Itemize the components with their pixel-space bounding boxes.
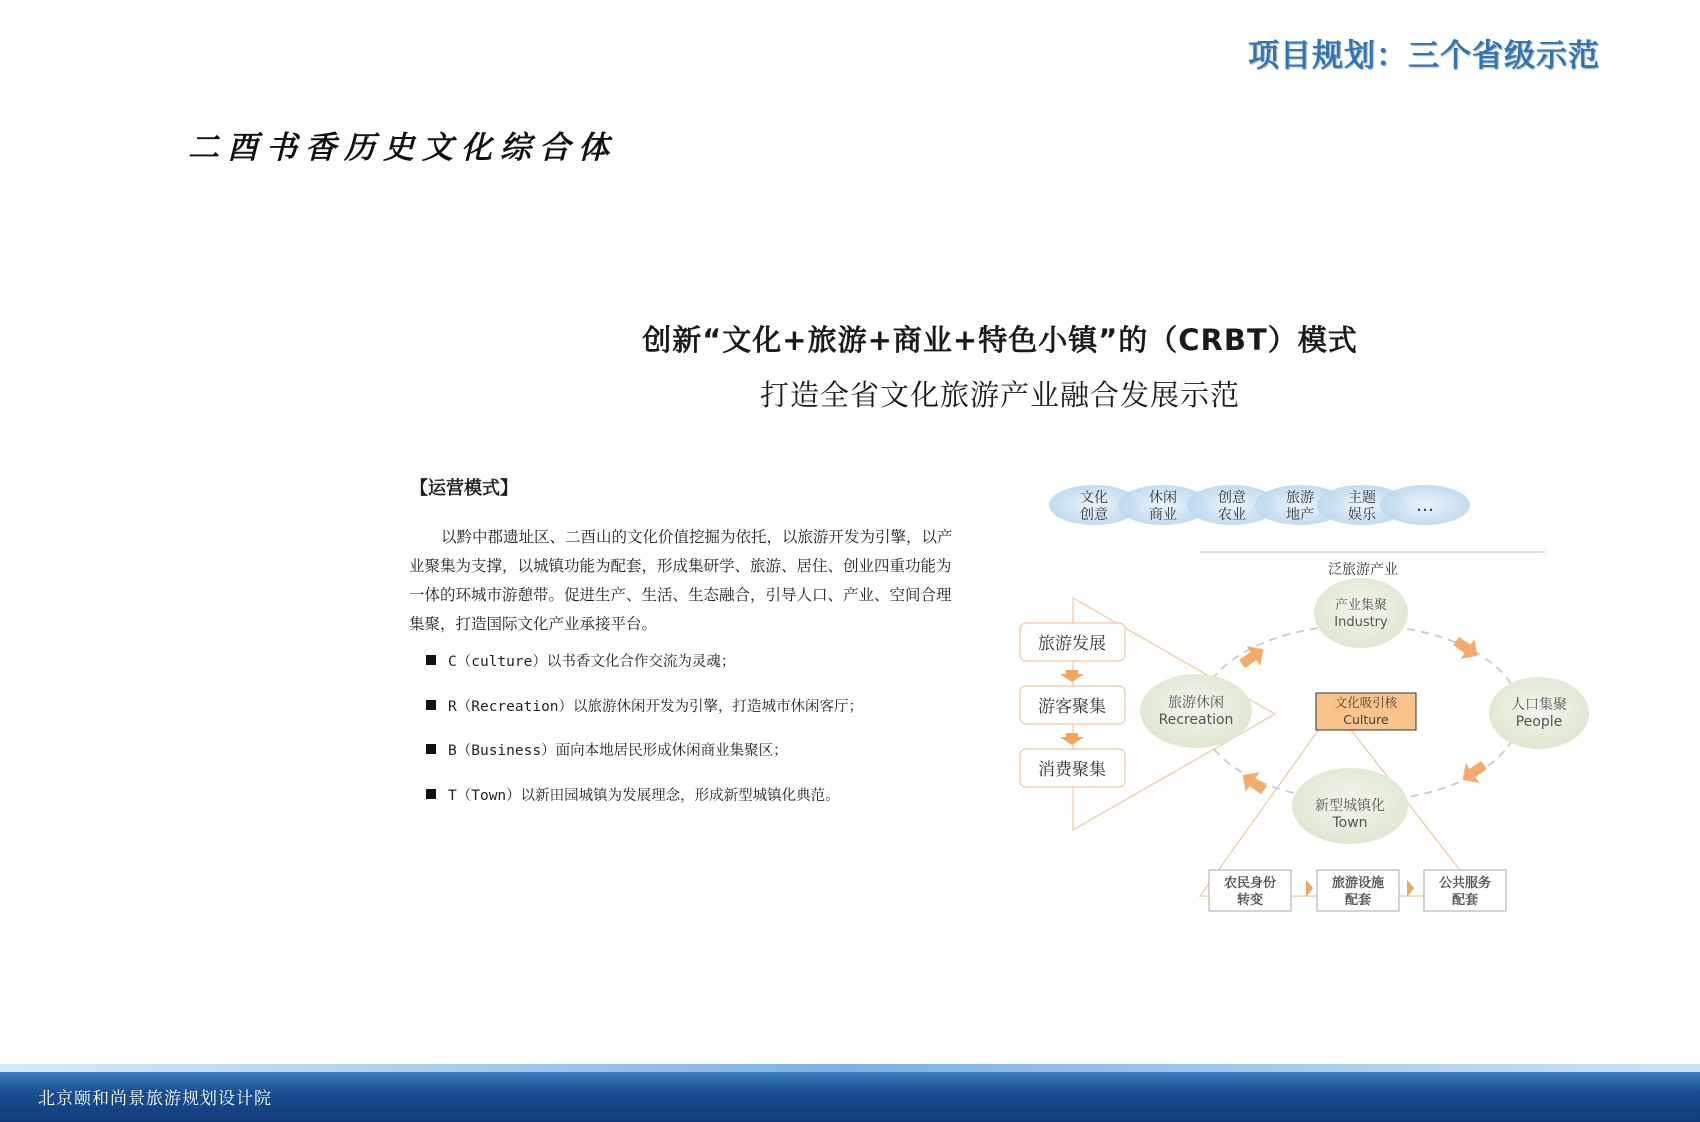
node-industry-en: Industry: [1334, 615, 1388, 630]
node-people: [1489, 677, 1589, 749]
oval-text: 旅游: [1286, 490, 1314, 506]
node-recreation-en: Recreation: [1158, 712, 1234, 728]
bullet-text: B（Business）面向本地居民形成休闲商业集聚区；: [448, 743, 788, 759]
right-arrow-icon: [1306, 880, 1313, 897]
node-recreation: [1140, 674, 1252, 748]
bottom-box-text: 旅游设施: [1331, 876, 1385, 891]
bullet-text: R（Recreation）以旅游休闲开发为引擎，打造城市休闲客厅；: [448, 698, 864, 715]
oval-text: 创意: [1218, 490, 1246, 506]
node-people-en: People: [1515, 714, 1563, 730]
bullet-item: [426, 739, 863, 784]
square-bullet-icon: [426, 655, 436, 665]
stack-box-text: 游客聚集: [1038, 697, 1106, 717]
headline-line1: 创新“文化+旅游+商业+特色小镇”的（CRBT）模式: [642, 323, 1358, 357]
oval-text: 文化: [1080, 490, 1108, 506]
cycle-arrow-icon: [1449, 631, 1484, 666]
pan-tourism-label: 泛旅游产业: [1328, 562, 1398, 578]
oval-text: 休闲: [1149, 490, 1177, 506]
cycle-arrow-icon: [1456, 755, 1491, 790]
right-arrow-icon: [1407, 880, 1414, 897]
bottom-box-text: 转变: [1236, 893, 1264, 908]
bottom-box-text: 配套: [1344, 893, 1372, 908]
oval-text: 娱乐: [1348, 507, 1376, 523]
page-title: 二酉书香历史文化综合体: [188, 130, 617, 166]
industry-oval-row: [1049, 485, 1470, 525]
svg-text:旅游地产: [1286, 490, 1314, 523]
core-cn: 文化吸引核: [1334, 695, 1398, 710]
bullet-text: C（culture）以书香文化合作交流为灵魂；: [448, 654, 736, 670]
node-industry: [1314, 578, 1408, 648]
svg-text:文化创意: [1080, 490, 1108, 523]
node-industry-cn: 产业集聚: [1334, 598, 1388, 613]
down-arrow-icon: [1060, 670, 1084, 682]
cycle-arrow-icon: [1236, 765, 1271, 800]
bottom-box-text: 农民身份: [1223, 876, 1277, 891]
down-arrow-icon: [1060, 733, 1084, 745]
crbt-bullet-list: [426, 650, 863, 828]
bottom-box-text: 配套: [1451, 893, 1479, 908]
section-label-operation: 【运营模式】: [410, 478, 518, 499]
node-recreation-cn: 旅游休闲: [1168, 695, 1224, 711]
oval-text: …: [1416, 495, 1434, 516]
bullet-item: [426, 650, 863, 695]
stack-box-text: 旅游发展: [1038, 634, 1106, 654]
svg-text:主题娱乐: [1348, 490, 1377, 523]
square-bullet-icon: [426, 789, 436, 799]
footer-company: 北京颐和尚景旅游规划设计院: [38, 1089, 272, 1109]
bullet-item: [426, 695, 863, 740]
node-town-en: Town: [1332, 815, 1368, 831]
bottom-box-text: 公共服务: [1438, 876, 1492, 891]
operation-paragraph: 以黔中郡遗址区、二酉山的文化价值挖掘为依托，以旅游开发为引擎，以产业聚集为支撑，以城镇功能为配套，形成集研学、旅游、居住、创业四重功能为一体的环城市游憩带。促进生产、生活、生态融合，引导人口、产业、空间合理集聚，打造国际文化产业承接平台。: [409, 528, 953, 633]
node-people-cn: 人口集聚: [1511, 697, 1567, 713]
square-bullet-icon: [426, 700, 436, 710]
oval-text: 地产: [1286, 507, 1314, 523]
square-bullet-icon: [426, 744, 436, 754]
oval-text: 商业: [1149, 507, 1177, 523]
cycle-arrow-icon: [1235, 639, 1270, 674]
oval-text: 创意: [1080, 507, 1108, 523]
bullet-text: T（Town）以新田园城镇为发展理念，形成新型城镇化典范。: [448, 787, 840, 804]
core-en: Culture: [1343, 712, 1389, 727]
header-title: 项目规划：三个省级示范: [1248, 38, 1600, 74]
bottom-stack: [1209, 870, 1506, 911]
oval-text: 主题: [1348, 490, 1376, 506]
left-stack: [1020, 623, 1125, 787]
node-town-cn: 新型城镇化: [1315, 798, 1385, 814]
headline-line2: 打造全省文化旅游产业融合发展示范: [759, 378, 1240, 412]
bullet-item: [426, 784, 863, 829]
oval-text: 农业: [1218, 507, 1246, 523]
crbt-diagram: [1010, 478, 1600, 918]
stack-box-text: 消费聚集: [1038, 760, 1106, 780]
